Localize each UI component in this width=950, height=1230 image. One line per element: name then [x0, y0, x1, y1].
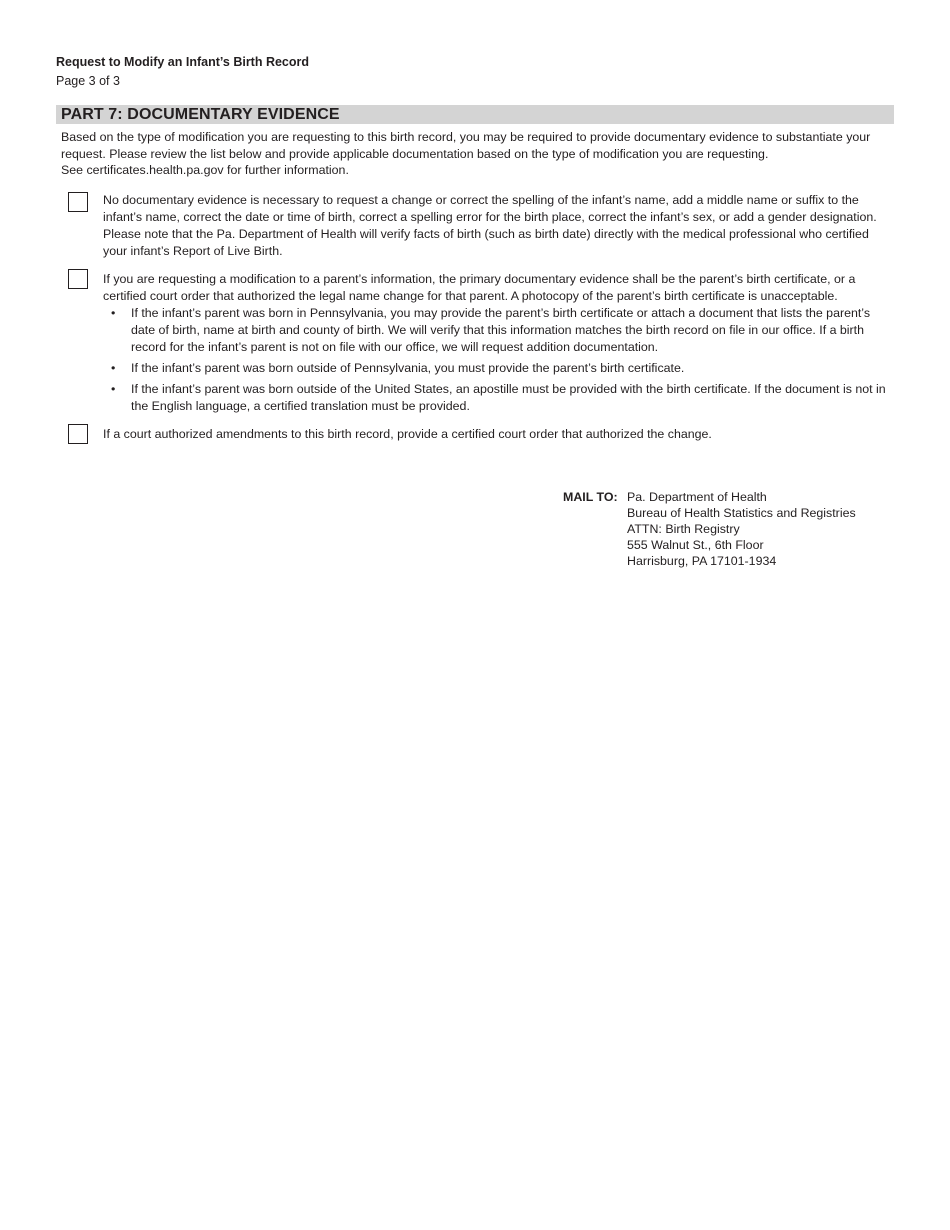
address-line: Pa. Department of Health: [627, 490, 767, 504]
list-item: [103, 360, 893, 377]
list-item-text: If the infant’s parent was born in Pennsylvania, you may provide the parent’s birth certificate or attach a document that lists the parent’s date of birth, name at birth and county of birth. We will verify that this information matches the birth record on file in our office. If a birth record for the infant’s parent is not on file with our office, we will request addition documentation.: [131, 306, 871, 354]
intro-website-note: See certificates.health.pa.gov for further information.: [61, 163, 349, 177]
option-court-order: [103, 426, 893, 443]
list-item: [103, 381, 893, 415]
page-number: Page 3 of 3: [56, 74, 120, 88]
option-text: If you are requesting a modification to a parent’s information, the primary documentary evidence shall be the parent’s birth certificate, or a certified court order that authorized the legal name change for that parent. A photocopy of the parent’s birth certificate is unacceptable.: [103, 272, 856, 303]
bullet-icon: •: [111, 361, 116, 375]
list-item-text: If the infant’s parent was born outside of Pennsylvania, you must provide the parent’s birth certificate.: [131, 361, 685, 375]
checkbox-court-order[interactable]: [68, 424, 88, 444]
address-line: Bureau of Health Statistics and Registries: [627, 506, 856, 520]
option-parent-info: [103, 271, 893, 419]
option-text: No documentary evidence is necessary to request a change or correct the spelling of the infant’s name, add a middle name or suffix to the infant’s name, correct the date or time of birth, correct a spelling error for the birth place, correct the infant’s sex, or add a gender designation. Please note that the Pa. Department of Health will verify facts of birth (such as birth date) directly with the medical professional who certified your infant’s Report of Live Birth.: [103, 193, 877, 258]
section-header-part-7: [56, 105, 894, 124]
checkbox-no-evidence[interactable]: [68, 192, 88, 212]
mail-to-label: MAIL TO:: [563, 490, 618, 504]
option-no-evidence: [103, 192, 893, 260]
section-intro: [61, 129, 891, 179]
option-text: If a court authorized amendments to this birth record, provide a certified court order that authorized the change.: [103, 427, 712, 441]
mailing-address: [627, 489, 856, 569]
bullet-icon: •: [111, 382, 116, 396]
document-title: Request to Modify an Infant’s Birth Record: [56, 55, 310, 69]
list-item: [103, 305, 893, 356]
address-line: Harrisburg, PA 17101-1934: [627, 554, 777, 568]
section-heading: PART 7: DOCUMENTARY EVIDENCE: [61, 106, 340, 123]
address-line: ATTN: Birth Registry: [627, 522, 740, 536]
list-item-text: If the infant’s parent was born outside of the United States, an apostille must be provided with the birth certificate. If the document is not in the English language, a certified translation must be provided.: [131, 382, 886, 413]
parent-evidence-list: [103, 305, 893, 415]
bullet-icon: •: [111, 306, 116, 320]
intro-paragraph: Based on the type of modification you are requesting to this birth record, you may be required to provide documentary evidence to substantiate your request. Please review the list below and provide applicable documentation based on the type of modification you are requesting.: [61, 130, 871, 161]
address-line: 555 Walnut St., 6th Floor: [627, 538, 764, 552]
checkbox-parent-info[interactable]: [68, 269, 88, 289]
